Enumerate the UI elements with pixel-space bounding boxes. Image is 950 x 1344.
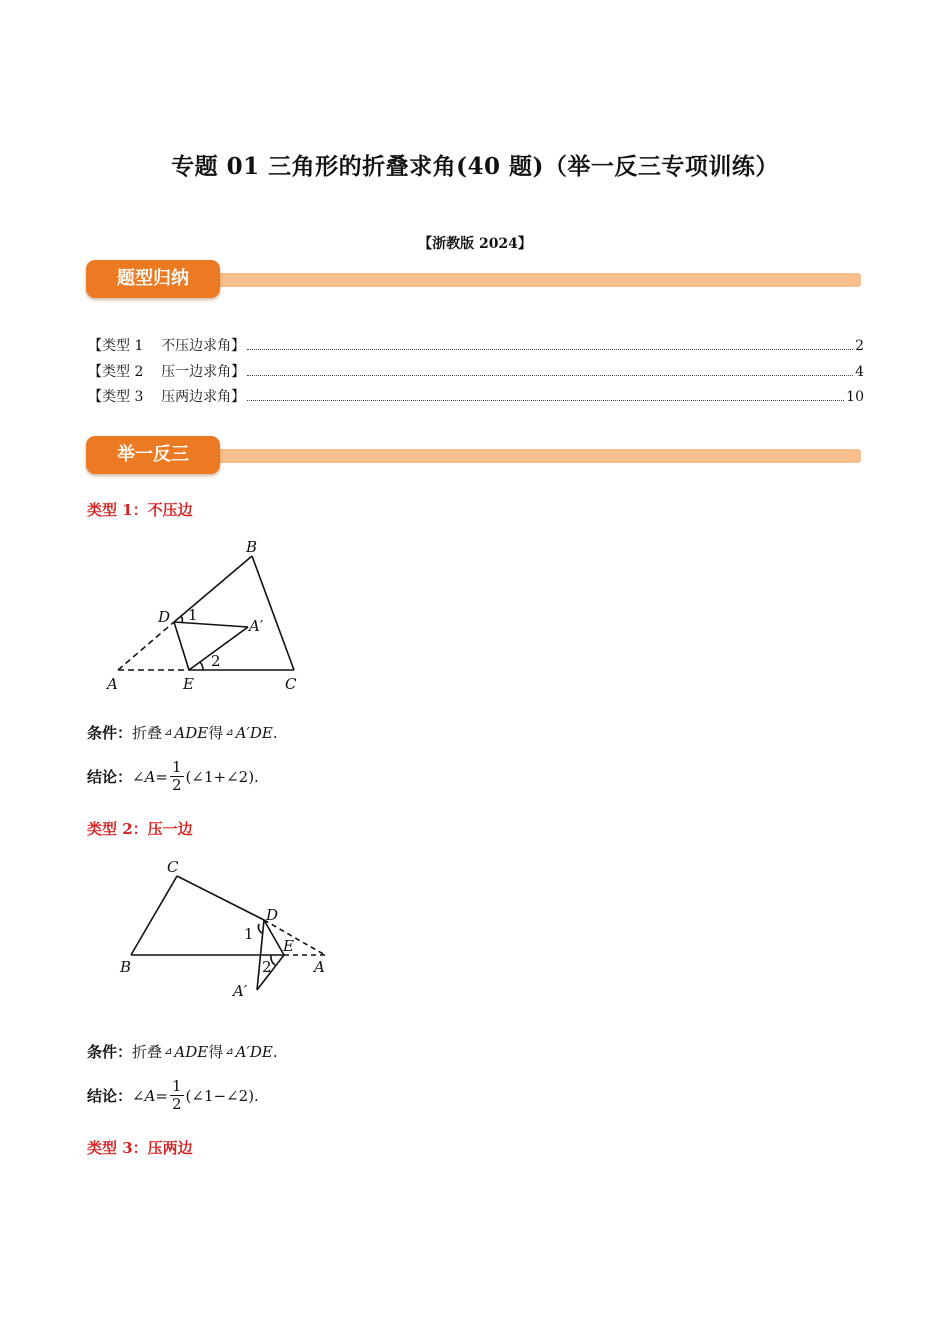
triangle-icon: ⊿ bbox=[164, 727, 173, 738]
period: . bbox=[272, 1042, 278, 1061]
triangle-icon: ⊿ bbox=[225, 1046, 234, 1057]
condition-get: 得 bbox=[208, 724, 224, 742]
fraction bbox=[170, 759, 184, 794]
conclusion-type-2 bbox=[87, 1078, 259, 1113]
triangle-name: ADE bbox=[174, 723, 209, 742]
condition-text: 折叠 bbox=[132, 724, 163, 742]
label-A-prime: A′ bbox=[233, 982, 248, 1000]
condition-label: 条件： bbox=[87, 724, 133, 742]
fraction-denominator: 2 bbox=[172, 776, 182, 794]
label-B: B bbox=[120, 958, 132, 976]
label-A-prime: A′ bbox=[249, 617, 264, 635]
toc-page: 10 bbox=[846, 389, 864, 405]
conclusion-type-1 bbox=[87, 759, 259, 794]
label-E: E bbox=[183, 675, 194, 693]
label-angle-1: 1 bbox=[188, 606, 198, 624]
condition-label: 条件： bbox=[87, 1043, 133, 1061]
banner-tab-label: 题型归纳 bbox=[86, 260, 220, 298]
edition-label: 【浙教版 2024】 bbox=[418, 236, 532, 252]
label-A: A bbox=[314, 958, 325, 976]
page-title: 专题 01 三角形的折叠求角(40 题)（举一反三专项训练） bbox=[171, 153, 779, 180]
condition-text: 折叠 bbox=[132, 1043, 163, 1061]
conclusion-lhs: ∠A= bbox=[132, 1086, 168, 1105]
triangle-icon: ⊿ bbox=[225, 727, 234, 738]
label-A: A bbox=[107, 675, 118, 693]
condition-get: 得 bbox=[208, 1043, 224, 1061]
section-heading-type-1: 类型 1：不压边 bbox=[87, 501, 193, 519]
condition-type-2 bbox=[87, 1041, 278, 1062]
conclusion-rhs: (∠1−∠2). bbox=[185, 1086, 259, 1105]
fraction-denominator: 2 bbox=[172, 1095, 182, 1113]
label-C: C bbox=[167, 858, 179, 876]
triangle-name: A′DE bbox=[235, 723, 273, 742]
conclusion-label: 结论： bbox=[87, 1087, 133, 1105]
toc-label: 【类型 1 不压边求角】 bbox=[88, 338, 246, 354]
conclusion-label: 结论： bbox=[87, 768, 133, 786]
label-angle-2: 2 bbox=[211, 652, 221, 670]
conclusion-rhs: (∠1+∠2). bbox=[185, 767, 259, 786]
label-D: D bbox=[266, 906, 279, 924]
toc-label: 【类型 2 压一边求角】 bbox=[88, 364, 246, 380]
toc-page: 2 bbox=[855, 338, 864, 354]
section-heading-type-2: 类型 2：压一边 bbox=[87, 820, 193, 838]
label-angle-2: 2 bbox=[262, 958, 272, 976]
label-D: D bbox=[158, 608, 171, 626]
fraction-numerator: 1 bbox=[172, 758, 182, 776]
label-C: C bbox=[285, 675, 297, 693]
fraction bbox=[170, 1078, 184, 1113]
triangle-icon: ⊿ bbox=[164, 1046, 173, 1057]
fraction-numerator: 1 bbox=[172, 1077, 182, 1095]
label-angle-1: 1 bbox=[244, 925, 254, 943]
toc-label: 【类型 3 压两边求角】 bbox=[88, 389, 246, 405]
label-B: B bbox=[246, 538, 258, 556]
banner-tab-label: 举一反三 bbox=[86, 436, 220, 474]
toc-page: 4 bbox=[855, 364, 864, 380]
section-heading-type-3: 类型 3：压两边 bbox=[87, 1139, 193, 1157]
triangle-name: ADE bbox=[174, 1042, 209, 1061]
period: . bbox=[272, 723, 278, 742]
condition-type-1 bbox=[87, 722, 278, 743]
triangle-name: A′DE bbox=[235, 1042, 273, 1061]
label-E: E bbox=[283, 937, 294, 955]
conclusion-lhs: ∠A= bbox=[132, 767, 168, 786]
